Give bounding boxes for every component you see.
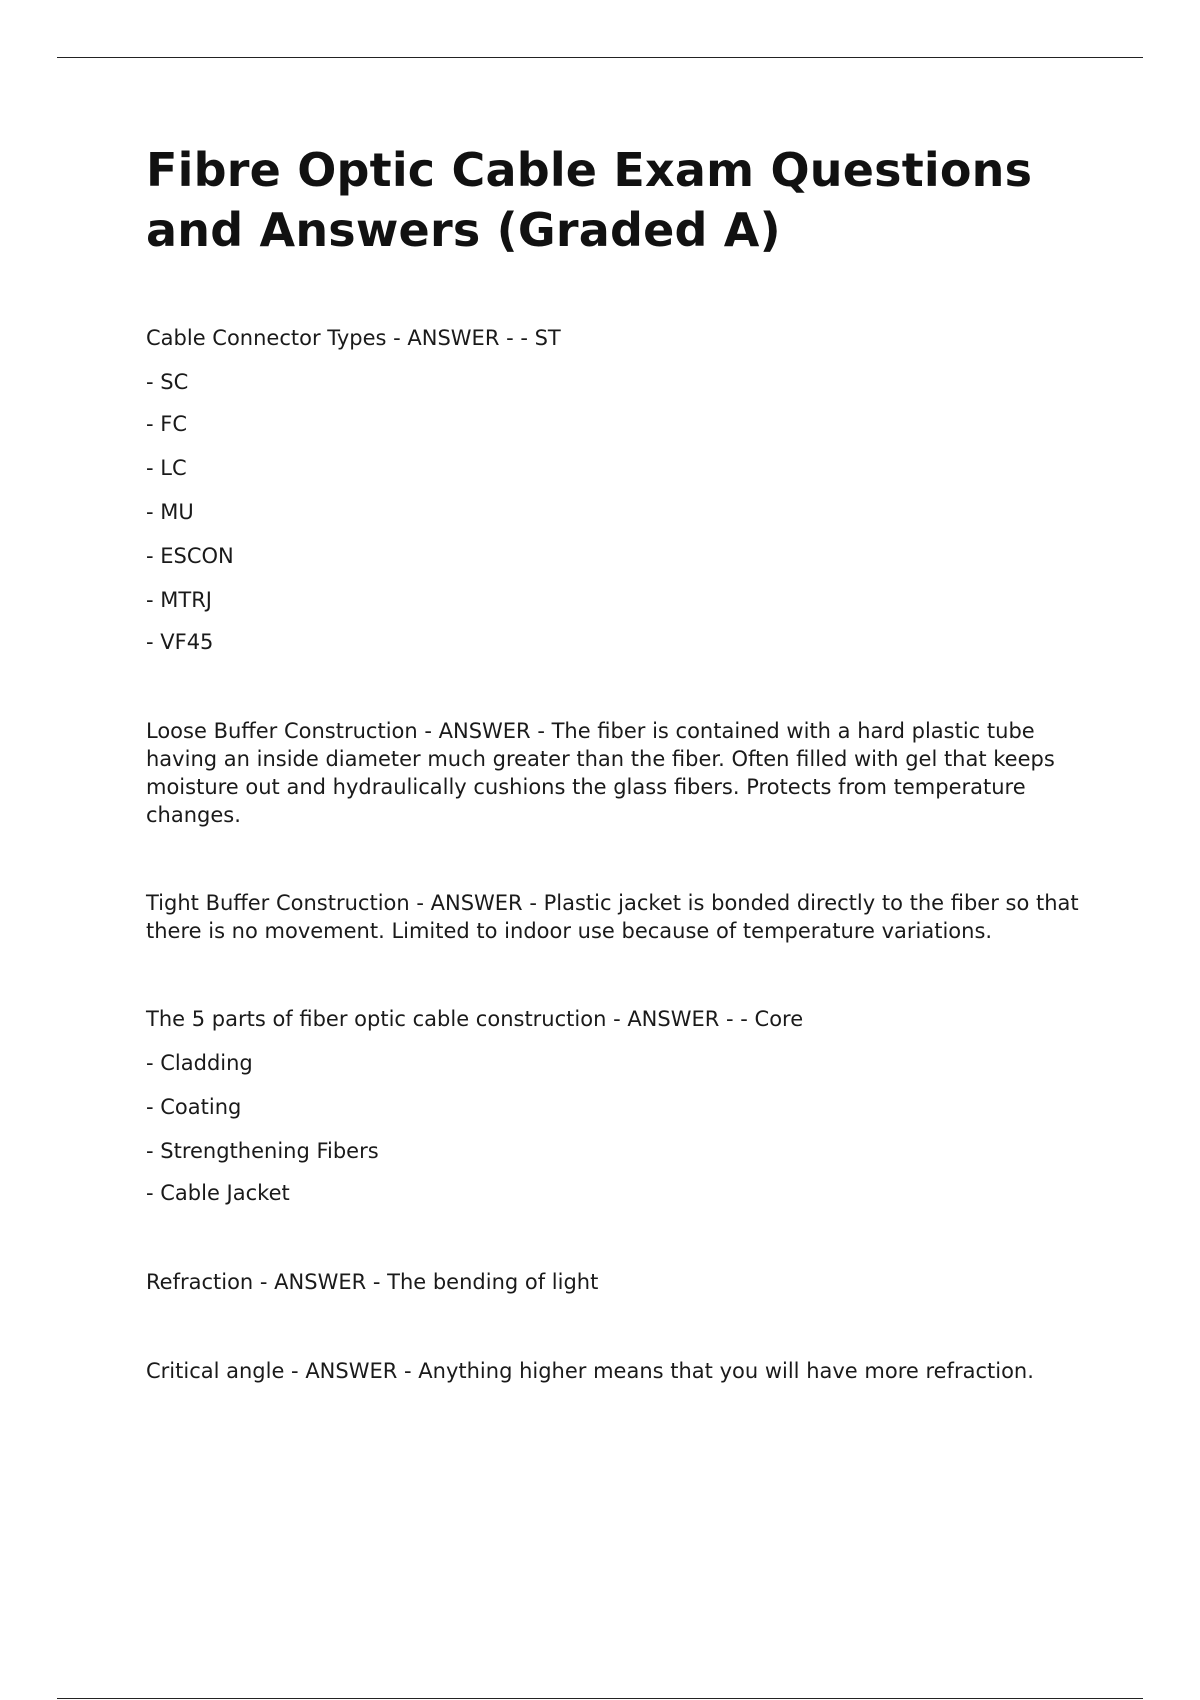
document-title <box>146 140 1096 260</box>
qa-critical-angle <box>146 1357 1096 1385</box>
list-item: - LC <box>146 456 187 480</box>
qa-loose-buffer <box>146 717 1096 829</box>
list-item: - Cable Jacket <box>146 1181 290 1205</box>
list-item: - MTRJ <box>146 588 212 612</box>
qa-paragraph: Loose Buffer Construction - ANSWER - The fiber is contained with a hard plastic tube having an inside diameter much greater than the fiber. Often filled with gel that keeps moisture out and hydraulically cushions the glass fibers. Protects from temperature changes. <box>146 719 1055 827</box>
top-rule <box>57 57 1143 58</box>
list-item: - Strengthening Fibers <box>146 1139 379 1163</box>
list-item: - VF45 <box>146 630 214 654</box>
title-line-2: and Answers (Graded A) <box>146 203 781 257</box>
list-item: - ESCON <box>146 544 234 568</box>
list-item: - Coating <box>146 1095 242 1119</box>
bottom-rule <box>57 1698 1143 1699</box>
qa-tight-buffer <box>146 889 1096 945</box>
title-line-1: Fibre Optic Cable Exam Questions <box>146 143 1033 197</box>
qa-five-parts <box>146 1005 1096 1207</box>
document-body <box>146 140 1096 1385</box>
qa-connector-types <box>146 324 1096 656</box>
qa-paragraph: Refraction - ANSWER - The bending of light <box>146 1270 599 1294</box>
list-item: - MU <box>146 500 194 524</box>
list-item: - Cladding <box>146 1051 253 1075</box>
qa-refraction <box>146 1268 1096 1296</box>
qa-question-line: The 5 parts of fiber optic cable construction - ANSWER - - Core <box>146 1007 804 1031</box>
list-item: - SC <box>146 370 189 394</box>
qa-paragraph: Critical angle - ANSWER - Anything higher means that you will have more refraction. <box>146 1359 1034 1383</box>
qa-paragraph: Tight Buffer Construction - ANSWER - Plastic jacket is bonded directly to the fiber so that there is no movement. Limited to indoor use because of temperature variations. <box>146 891 1079 943</box>
qa-question-line: Cable Connector Types - ANSWER - - ST <box>146 326 561 350</box>
list-item: - FC <box>146 412 187 436</box>
